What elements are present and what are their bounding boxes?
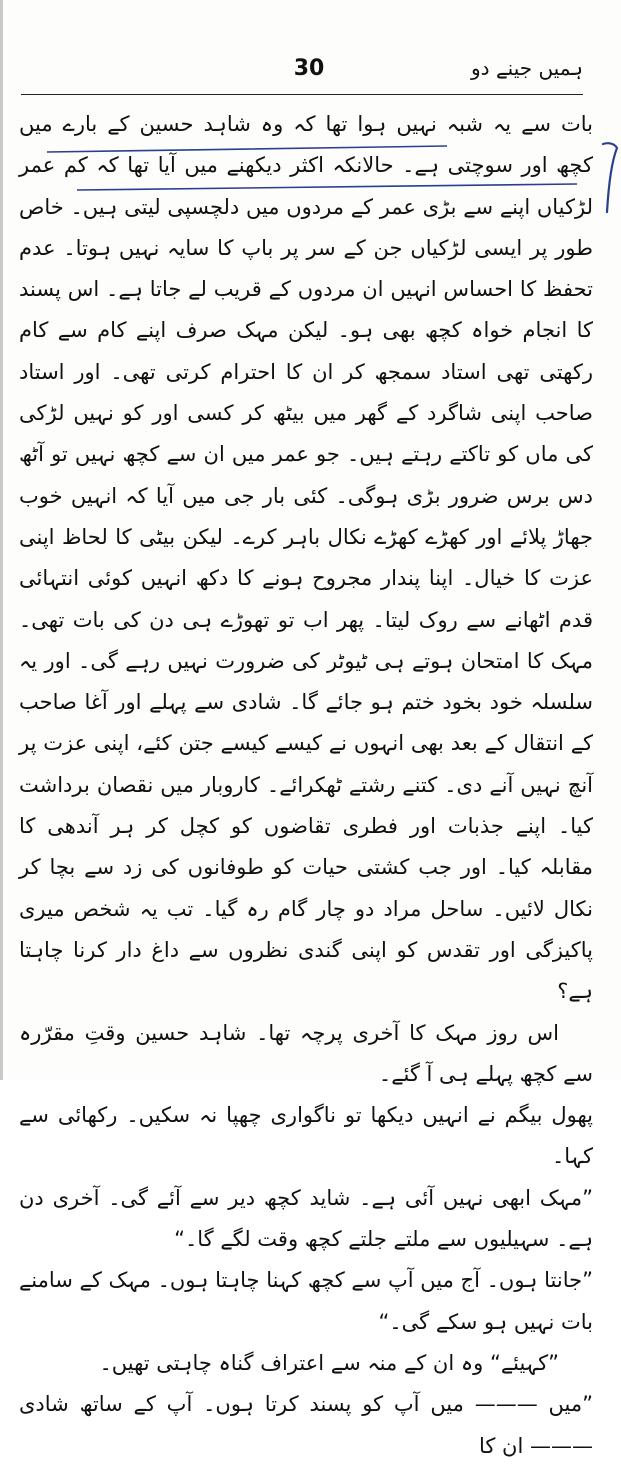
pen-margin-mark xyxy=(599,138,621,218)
header-rule xyxy=(21,94,583,95)
page-body xyxy=(19,104,593,1467)
running-title: ہمیں جینے دو xyxy=(471,56,583,80)
paragraph-7: ”میں ——— میں آپ کو پسند کرتا ہوں۔ آپ کے ساتھ شادی ——— ان کا xyxy=(19,1392,593,1458)
paragraph-2: اس روز مہک کا آخری پرچہ تھا۔ شاہد حسین وقتِ مقرّرہ سے کچھ پہلے ہی آ گئے۔ xyxy=(19,1020,593,1086)
paragraph-5: ”جانتا ہوں۔ آج میں آپ سے کچھ کہنا چاہتا ہوں۔ مہک کے سامنے بات نہیں ہو سکے گی۔“ xyxy=(19,1268,593,1334)
paragraph-1: بات سے یہ شبہ نہیں ہوا تھا کہ وہ شاہد حسین کے بارے میں کچھ اور سوچتی ہے۔ حالانکہ اکثر دیکھنے میں آیا تھا کہ کم عمر لڑکیاں اپنے سے بڑی عمر کے مردوں میں دلچسپی لیتی ہیں۔ خاص طور پر ایسی لڑکیاں جن کے سر پر باپ کا سایہ نہیں ہوتا۔ عدم تحفظ کا احساس انہیں ان مردوں کے قریب لے جاتا ہے۔ اس پسند کا انجام خواہ کچھ بھی ہو۔ لیکن مہک صرف اپنے کام سے کام رکھتی تھی استاد سمجھ کر ان کا احترام کرتی تھی۔ اور استاد صاحب اپنی شاگرد کے گھر میں بیٹھ کر کسی اور کو نہیں لڑکی کی ماں کو تاکتے رہتے ہیں۔ جو عمر میں ان سے کچھ نہیں تو آٹھ دس برس ضرور بڑی ہوگی۔ کئی بار جی میں آیا کہ انہیں خوب جھاڑ پلائے اور کھڑے کھڑے نکال باہر کرے۔ لیکن بیٹی کا لحاظ اپنی عزت کا خیال۔ اپنا پندار مجروح ہونے کا دکھ انہیں کوئی انتہائی قدم اٹھانے سے روک لیتا۔ پھر اب تو تھوڑے ہی دن کی بات تھی۔ مہک کا امتحان ہوتے ہی ٹیوٹر کی ضرورت نہیں رہے گی۔ اور یہ سلسلہ خود بخود ختم ہو جائے گا۔ شادی سے پہلے اور آغا صاحب کے انتقال کے بعد بھی انہوں نے کیسے کیسے جتن کئے، اپنی عزت پر آنچ نہیں آنے دی۔ کتنے رشتے ٹھکرائے۔ کاروبار میں نقصان برداشت کیا۔ اپنے جذبات اور فطری تقاضوں کو کچل کر ہر آندھی کا مقابلہ کیا۔ اور جب کشتی حیات کو طوفانوں کی زد سے بچا کر نکال لائیں۔ ساحل مراد دو چار گام رہ گیا۔ تب یہ شخص میری پاکیزگی اور تقدس کو اپنی گندی نظروں سے داغ دار کرنا چاہتا ہے؟ xyxy=(19,112,593,1004)
page-number: 30 xyxy=(293,56,325,81)
paragraph-6: ”کہیئے“ وہ ان کے منہ سے اعتراف گناہ چاہتی تھیں۔ xyxy=(99,1350,559,1375)
page-header xyxy=(21,56,583,96)
paragraph-3: پھول بیگم نے انہیں دیکھا تو ناگواری چھپا نہ سکیں۔ رکھائی سے کہا۔ xyxy=(19,1103,593,1169)
paragraph-4: ”مہک ابھی نہیں آئی ہے۔ شاید کچھ دیر سے آئے گی۔ آخری دن ہے۔ سہیلیوں سے ملتے جلتے کچھ وقت لگے گا۔“ xyxy=(19,1185,593,1252)
